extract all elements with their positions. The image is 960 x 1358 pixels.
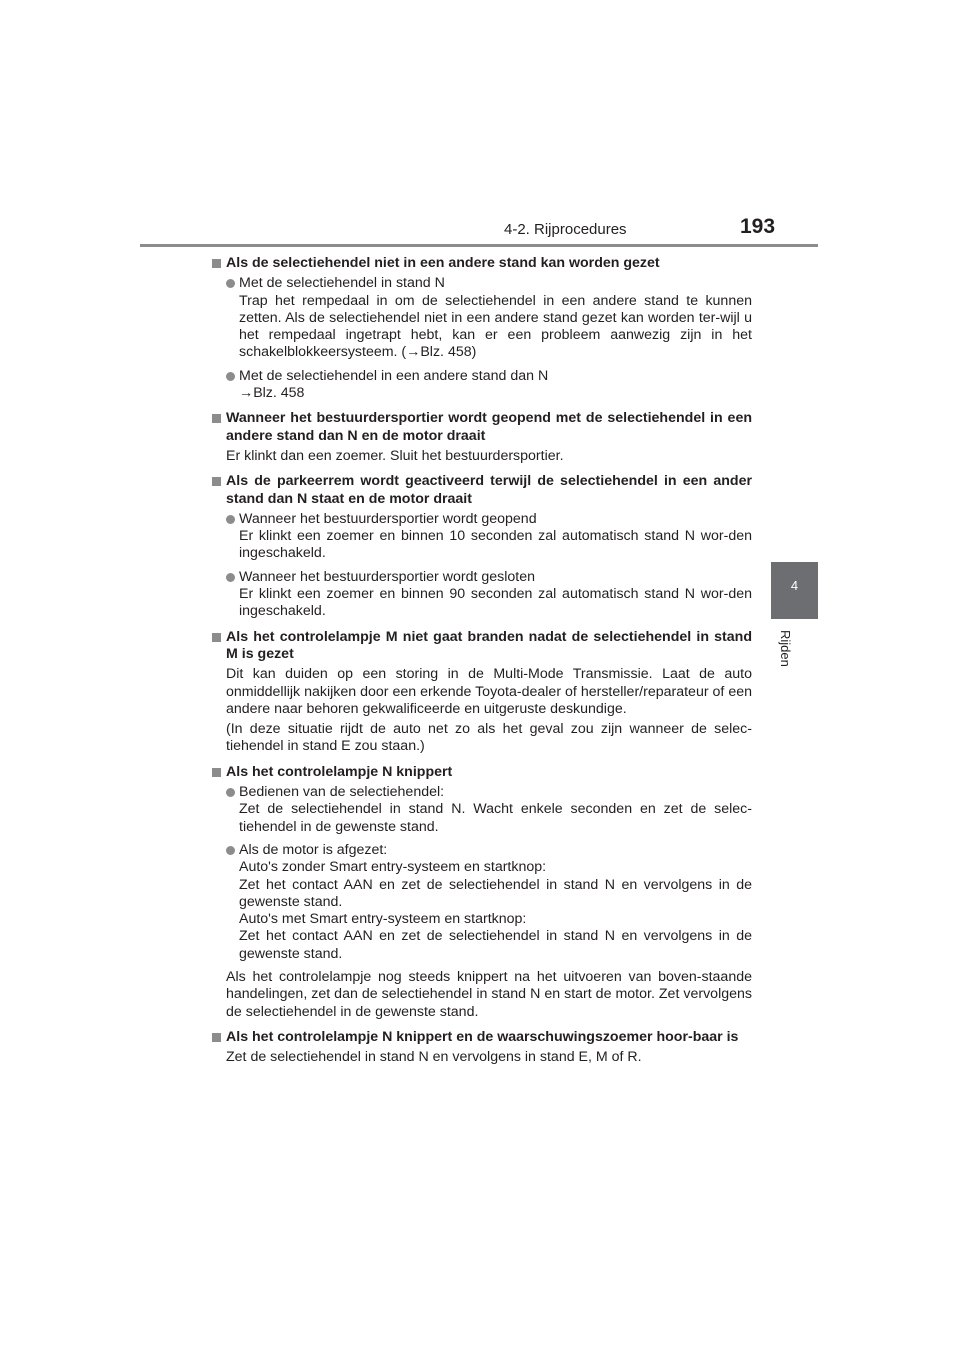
bullet-text: Zet het contact AAN en zet de selectiehendel in stand N en vervolgens in de gewenste stand. — [239, 928, 752, 962]
bullet-title: Wanneer het bestuurdersportier wordt geopend — [239, 510, 537, 527]
bullet-title: Bedienen van de selectiehendel: — [239, 784, 445, 801]
section-indicator-m — [212, 629, 752, 756]
circle-bullet-icon — [226, 279, 235, 288]
section-text: Zet de selectiehendel in stand N en vervolgens in stand E, M of R. — [226, 1049, 642, 1066]
page-number: 193 — [740, 215, 776, 238]
bullet-title: Wanneer het bestuurdersportier wordt gesloten — [239, 568, 535, 585]
section-heading: Als het controlelampje N knippert — [212, 764, 752, 781]
section-indicator-n-flashing — [212, 764, 752, 1021]
circle-bullet-icon — [226, 846, 235, 855]
bullet-text: Er klinkt een zoemer en binnen 90 seconden zal automatisch stand N wor-den ingeschakeld. — [239, 586, 752, 620]
section-heading: Als het controlelampje M niet gaat branden nadat de selectiehendel in stand M is gezet — [212, 629, 752, 664]
list-item — [212, 784, 752, 836]
bullet-text: →Blz. 458 — [239, 385, 305, 402]
section-driver-door-open — [212, 410, 752, 465]
chapter-tab — [771, 562, 818, 619]
list-item — [212, 569, 752, 621]
section-parking-brake — [212, 473, 752, 620]
section-heading: Als de parkeerrem wordt geactiveerd terwijl de selectiehendel in een ander stand dan N staat en de motor draait — [212, 473, 752, 508]
running-header-section: 4-2. Rijprocedures — [504, 221, 627, 238]
square-bullet-icon — [212, 633, 221, 642]
section-selector-stuck — [212, 255, 752, 402]
circle-bullet-icon — [226, 788, 235, 797]
bullet-title: Met de selectiehendel in stand N — [239, 275, 445, 292]
square-bullet-icon — [212, 477, 221, 486]
square-bullet-icon — [212, 768, 221, 777]
section-indicator-n-buzzer — [212, 1029, 752, 1067]
list-item — [212, 368, 752, 403]
bullet-text: Er klinkt een zoemer en binnen 10 seconden zal automatisch stand N wor-den ingeschakeld. — [239, 528, 752, 562]
square-bullet-icon — [212, 259, 221, 268]
list-item — [212, 511, 752, 563]
bullet-text: Zet het contact AAN en zet de selectiehendel in stand N en vervolgens in de gewenste stand. — [239, 876, 752, 910]
bullet-text: Zet de selectiehendel in stand N. Wacht enkele seconden en zet de selec-tiehendel in de gewenste stand. — [239, 801, 752, 835]
list-item — [212, 275, 752, 361]
section-text-note: (In deze situatie rijdt de auto net zo als het geval zou zijn wanneer de selec-tiehendel in stand E zou staan.) — [226, 721, 752, 755]
bullet-text: Auto's met Smart entry-systeem en startknop: — [239, 911, 527, 928]
section-text: Er klinkt dan een zoemer. Sluit het bestuurdersportier. — [226, 447, 564, 464]
header-divider — [140, 244, 818, 247]
section-text: Dit kan duiden op een storing in de Multi-Mode Transmissie. Laat de auto onmiddellijk nakijken door een erkende Toyota-dealer of hersteller/reparateur of een andere naar behoren gekwalificeerde en uitgeruste deskundige. — [226, 666, 752, 717]
square-bullet-icon — [212, 1033, 221, 1042]
bullet-text: Trap het rempedaal in om de selectiehendel in een andere stand te kunnen zetten. Als de selectiehendel niet in een andere stand gezet kan worden ter-wijl u het rempedaal ingetrapt hebt, kan er een probleem aanwezig zijn in het schakelblokkeersysteem. (→Blz. 458) — [239, 292, 752, 361]
bullet-title: Met de selectiehendel in een andere stand dan N — [239, 367, 549, 384]
circle-bullet-icon — [226, 372, 235, 381]
section-text: Als het controlelampje nog steeds knippert na het uitvoeren van boven-staande handelingen, zet dan de selectiehendel in stand N en start de motor. Zet vervolgens de selectiehendel in de gewenste stand. — [226, 968, 752, 1020]
bullet-title: Als de motor is afgezet: — [239, 841, 388, 858]
section-heading: Als het controlelampje N knippert en de waarschuwingszoemer hoor-baar is — [212, 1029, 752, 1046]
section-heading: Als de selectiehendel niet in een andere stand kan worden gezet — [212, 255, 752, 272]
page-content — [212, 255, 752, 1074]
circle-bullet-icon — [226, 573, 235, 582]
circle-bullet-icon — [226, 515, 235, 524]
chapter-label: Rijden — [778, 630, 793, 667]
square-bullet-icon — [212, 414, 221, 423]
list-item — [212, 842, 752, 963]
bullet-text: Auto's zonder Smart entry-systeem en startknop: — [239, 859, 547, 876]
chapter-label-container — [778, 630, 811, 680]
chapter-number: 4 — [790, 578, 799, 593]
section-heading: Wanneer het bestuurdersportier wordt geopend met de selectiehendel in een andere stand dan N en de motor draait — [212, 410, 752, 445]
